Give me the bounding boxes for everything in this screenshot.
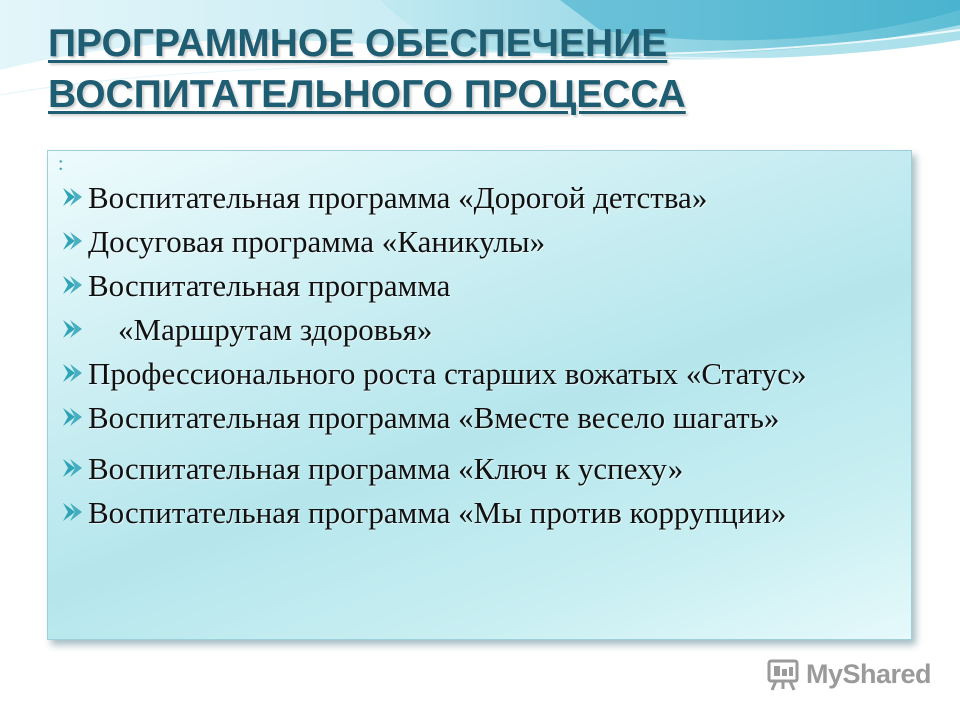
list-item-text: Воспитательная программа «Мы против коррупции» xyxy=(88,495,787,530)
watermark-text: MyShared xyxy=(806,659,932,689)
list-item-text: «Маршрутам здоровья» xyxy=(118,312,433,347)
stray-mark: : xyxy=(58,153,64,175)
watermark xyxy=(766,658,936,692)
list-item xyxy=(60,452,900,485)
list-item xyxy=(60,225,900,258)
program-list xyxy=(60,181,900,529)
presentation-board-icon xyxy=(766,658,800,692)
title-line-1: ПРОГРАММНОЕ ОБЕСПЕЧЕНИЕ xyxy=(48,22,668,65)
content-box xyxy=(47,150,912,640)
list-item xyxy=(60,269,900,302)
list-item-text: Досуговая программа «Каникулы» xyxy=(88,224,546,259)
list-item xyxy=(60,496,900,529)
arrow-bullet-icon xyxy=(60,404,86,430)
list-item xyxy=(60,401,900,434)
list-item-text: Воспитательная программа «Дорогой детства» xyxy=(88,180,708,215)
list-item xyxy=(60,313,900,346)
list-item xyxy=(60,357,900,390)
arrow-bullet-icon xyxy=(60,455,86,481)
arrow-bullet-icon xyxy=(60,228,86,254)
list-item-text: Профессионального роста старших вожатых «Статус» xyxy=(88,356,807,391)
list-item-text: Воспитательная программа xyxy=(88,268,451,303)
arrow-bullet-icon xyxy=(60,499,86,525)
list-item xyxy=(60,181,900,214)
title-line-2: ВОСПИТАТЕЛЬНОГО ПРОЦЕССА xyxy=(48,73,686,116)
list-item-text: Воспитательная программа «Вместе весело шагать» xyxy=(88,400,780,435)
slide-title xyxy=(48,18,908,120)
list-item-text: Воспитательная программа «Ключ к успеху» xyxy=(88,451,684,486)
arrow-bullet-icon xyxy=(60,360,86,386)
arrow-bullet-icon xyxy=(60,316,86,342)
arrow-bullet-icon xyxy=(60,272,86,298)
arrow-bullet-icon xyxy=(60,184,86,210)
